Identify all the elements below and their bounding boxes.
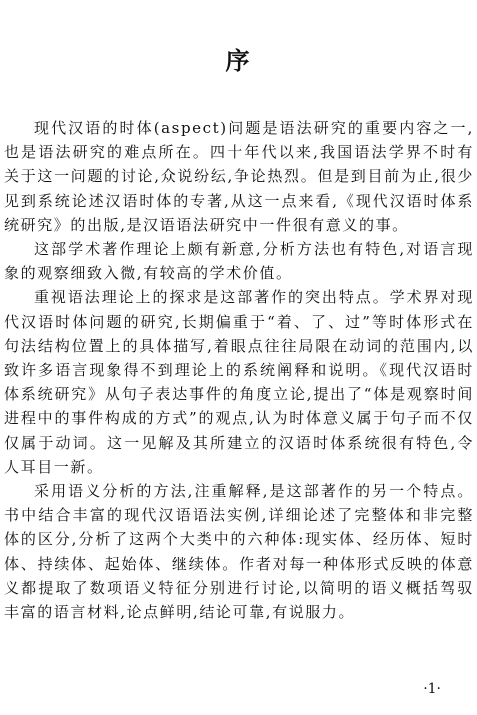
- paragraph-3: 重视语法理论上的探求是这部著作的突出特点。学术界对现代汉语时体问题的研究,长期偏重于“着、了、过”等时体形式在句法结构位置上的具体描写,着眼点往往局限在动词的范围内,以致许多语言现象得不到理论上的系统阐释和说明。《现代汉语时体系统研究》从句子表达事件的角度立论,提出了“体是观察时间进程中的事件构成的方式”的观点,认为时体意义属于句子而不仅仅属于动词。这一见解及其所建立的汉语时体系统很有特色,令人耳目一新。: [4, 288, 474, 476]
- preface-body: [4, 116, 474, 624]
- paragraph-1: 现代汉语的时体(aspect)问题是语法研究的重要内容之一,也是语法研究的难点所在。四十年代以来,我国语法学界不时有关于这一问题的讨论,众说纷纭,争论热烈。但是到目前为止,很少见到系统论述汉语时体的专著,从这一点来看,《现代汉语时体系统研究》的出版,是汉语语法研究中一件很有意义的事。: [4, 119, 474, 234]
- page-number: ·1·: [423, 681, 441, 697]
- page-title: 序: [225, 47, 252, 75]
- paragraph-4: 采用语义分析的方法,注重解释,是这部著作的另一个特点。书中结合丰富的现代汉语语法实例,详细论述了完整体和非完整体的区分,分析了这两个大类中的六种体:现实体、经历体、短时体、持续体、起始体、继续体。作者对每一种体形式反映的体意义都提取了数项语义特征分别进行讨论,以简明的语义概括驾驭丰富的语言材料,论点鲜明,结论可靠,有说服力。: [4, 482, 474, 622]
- paragraph-2: 这部学术著作理论上颇有新意,分析方法也有特色,对语言现象的观察细致入微,有较高的学术价值。: [4, 240, 474, 283]
